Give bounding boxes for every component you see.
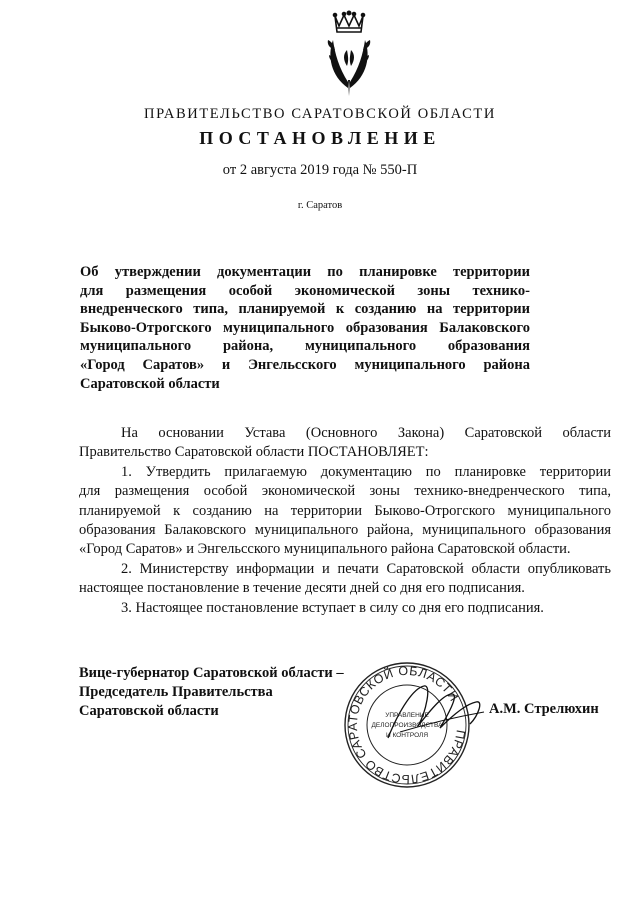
subject-line: Саратовской области [80, 375, 220, 392]
body-line: На основании Устава (Основного Закона) Саратовской области [121, 425, 611, 441]
position-line: Вице-губернатор Саратовской области – [79, 665, 344, 681]
document-body [79, 424, 611, 618]
document-city: г. Саратов [297, 200, 343, 211]
document-date-number: от 2 августа 2019 года № 550-П [222, 162, 418, 178]
subject-line: муниципального района, муниципального образования [80, 338, 530, 355]
body-line: Правительство Саратовской области ПОСТАНОВЛЯЕТ: [79, 444, 429, 461]
document-type: ПОСТАНОВЛЕНИЕ [199, 128, 441, 148]
stamp-ring-text: ПРАВИТЕЛЬСТВО САРАТОВСКОЙ ОБЛАСТИ [345, 663, 468, 787]
government-name: ПРАВИТЕЛЬСТВО САРАТОВСКОЙ ОБЛАСТИ [144, 106, 496, 122]
coat-of-arms-icon [321, 10, 377, 98]
position-line: Саратовской области [79, 703, 219, 719]
body-line: 3. Настоящее постановление вступает в силу со дня его подписания. [121, 599, 544, 616]
body-line: 1. Утвердить прилагаемую документацию по планировке территории [121, 463, 611, 480]
body-line: «Город Саратов» и Энгельсского муниципального района Саратовской области. [79, 541, 571, 558]
subject-line: Об утверждении документации по планировке территории [80, 264, 530, 280]
body-line: образования Балаковского муниципального района, муниципального образования [79, 522, 611, 539]
body-line: планируемой к созданию на территории Быково-Отрогского муниципального [79, 502, 611, 519]
position-line: Председатель Правительства [79, 684, 273, 700]
stamp-center-line: ДЕЛОПРОИЗВОДСТВА [371, 722, 443, 729]
stamp-center-line: И КОНТРОЛЯ [385, 732, 429, 739]
body-line: настоящее постановление в течение десяти дней со дня его подписания. [79, 580, 525, 597]
signatory-name: А.М. Стрелюхин [489, 701, 599, 717]
subject-line: для размещения особой экономической зоны технико- [80, 282, 530, 299]
subject-line: внедренческого типа, планируемой к созданию на территории [80, 301, 530, 318]
document-subject [80, 263, 530, 393]
subject-line: Быково-Отрогского муниципального образования Балаковского [80, 319, 530, 336]
subject-line: «Город Саратов» и Энгельсского муниципального района [80, 356, 530, 373]
body-line: для размещения особой экономической зоны технико-внедренческого типа, [79, 483, 611, 500]
signatory-position [79, 664, 344, 721]
stamp-center-line: УПРАВЛЕНИЕ [385, 712, 429, 719]
handwritten-signature [380, 668, 490, 758]
body-line: 2. Министерству информации и печати Саратовской области опубликовать [121, 560, 611, 577]
